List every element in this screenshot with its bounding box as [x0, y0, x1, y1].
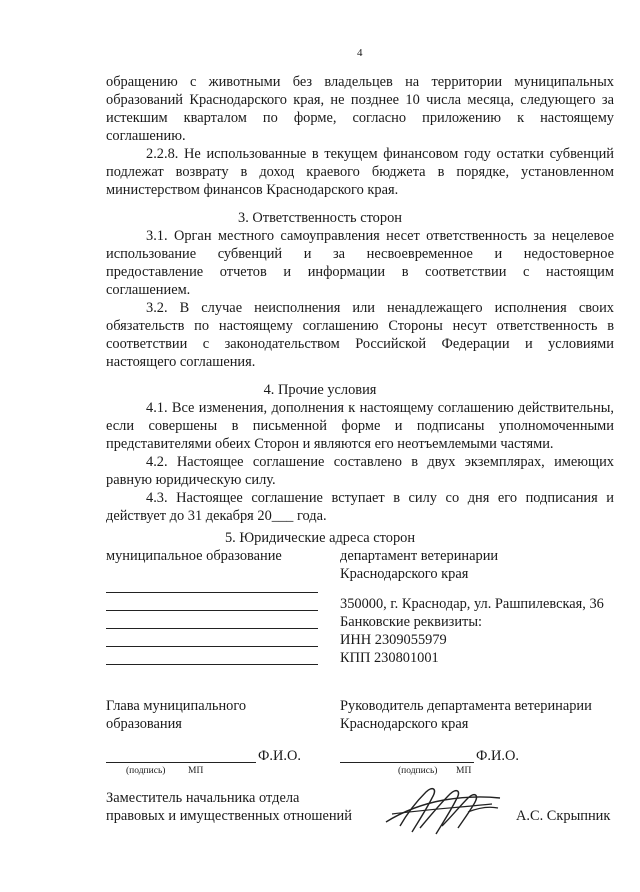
right-signer-title-line1: Руководитель департамента ветеринарии: [340, 698, 592, 714]
text-line: подлежат возврату в доход краевого бюджета в порядке, установленном: [106, 164, 614, 180]
text-line: 3.1. Орган местного самоуправления несет ответственность за нецелевое: [146, 228, 614, 244]
section-3-title: 3. Ответственность сторон: [238, 210, 402, 226]
inn: ИНН 2309055979: [340, 632, 447, 648]
text-line: обязательств по настоящему соглашению Стороны несут ответственность в: [106, 318, 614, 334]
address-blank-line: [106, 646, 318, 647]
text-line: представителями обеих Сторон и являются его неотъемлемыми частями.: [106, 436, 554, 452]
department-address: 350000, г. Краснодар, ул. Рашпилевская, 36: [340, 596, 604, 612]
text-line: предоставление отчетов и информации в соответствии с настоящим: [106, 264, 614, 280]
deputy-title-line1: Заместитель начальника отдела: [106, 790, 300, 806]
section-5-title: 5. Юридические адреса сторон: [224, 530, 416, 546]
bank-details-label: Банковские реквизиты:: [340, 614, 482, 630]
address-blank-line: [106, 664, 318, 665]
department-header-line1: департамент ветеринарии: [340, 548, 499, 564]
address-blank-line: [106, 592, 318, 593]
text-line: 4.1. Все изменения, дополнения к настоящему соглашению действительны,: [146, 400, 614, 416]
text-line: соглашению.: [106, 128, 186, 144]
kpp: КПП 230801001: [340, 650, 439, 666]
section-4-title: 4. Прочие условия: [263, 382, 377, 398]
text-line: действует до 31 декабря 20___ года.: [106, 508, 327, 524]
left-signature-line: [106, 762, 256, 763]
text-line: образований Краснодарского края, не позднее 10 числа месяца, следующего за: [106, 92, 614, 108]
deputy-title-line2: правовых и имущественных отношений: [106, 808, 352, 824]
deputy-name: А.С. Скрыпник: [516, 808, 611, 824]
text-line: настоящего соглашения.: [106, 354, 256, 370]
text-line: равную юридическую силу.: [106, 472, 276, 488]
right-signature-line: [340, 762, 474, 763]
left-mp-caption: МП: [188, 766, 204, 776]
text-line: использование субвенций и за несвоевременное и недостоверное: [106, 246, 614, 262]
text-line: 2.2.8. Не использованные в текущем финансовом году остатки субвенций: [146, 146, 614, 162]
text-line: 4.2. Настоящее соглашение составлено в двух экземплярах, имеющих: [146, 454, 614, 470]
left-signer-title-line2: образования: [106, 716, 182, 732]
department-header-line2: Краснодарского края: [340, 566, 469, 582]
text-line: министерством финансов Краснодарского края.: [106, 182, 399, 198]
text-line: соглашением.: [106, 282, 191, 298]
text-line: соответствии с законодательством Российской Федерации и условиями: [106, 336, 614, 352]
address-blank-line: [106, 610, 318, 611]
signature-scribble-icon: [382, 782, 508, 838]
text-line: 3.2. В случае неисполнения или ненадлежащего исполнения своих: [146, 300, 614, 316]
right-fio: Ф.И.О.: [476, 748, 519, 764]
page-number: 4: [357, 47, 363, 59]
municipality-header: муниципальное образование: [106, 548, 282, 564]
address-blank-line: [106, 628, 318, 629]
left-podpis-caption: (подпись): [126, 766, 166, 776]
right-signer-title-line2: Краснодарского края: [340, 716, 469, 732]
text-line: если совершены в письменной форме и подписаны уполномоченными: [106, 418, 614, 434]
right-podpis-caption: (подпись): [398, 766, 438, 776]
left-fio: Ф.И.О.: [258, 748, 301, 764]
text-line: обращению с животными без владельцев на территории муниципальных: [106, 74, 614, 90]
text-line: истекшим кварталом по форме, согласно приложению к настоящему: [106, 110, 614, 126]
right-mp-caption: МП: [456, 766, 472, 776]
text-line: 4.3. Настоящее соглашение вступает в силу со дня его подписания и: [146, 490, 614, 506]
handwritten-signature: [382, 782, 508, 838]
left-signer-title-line1: Глава муниципального: [106, 698, 247, 714]
